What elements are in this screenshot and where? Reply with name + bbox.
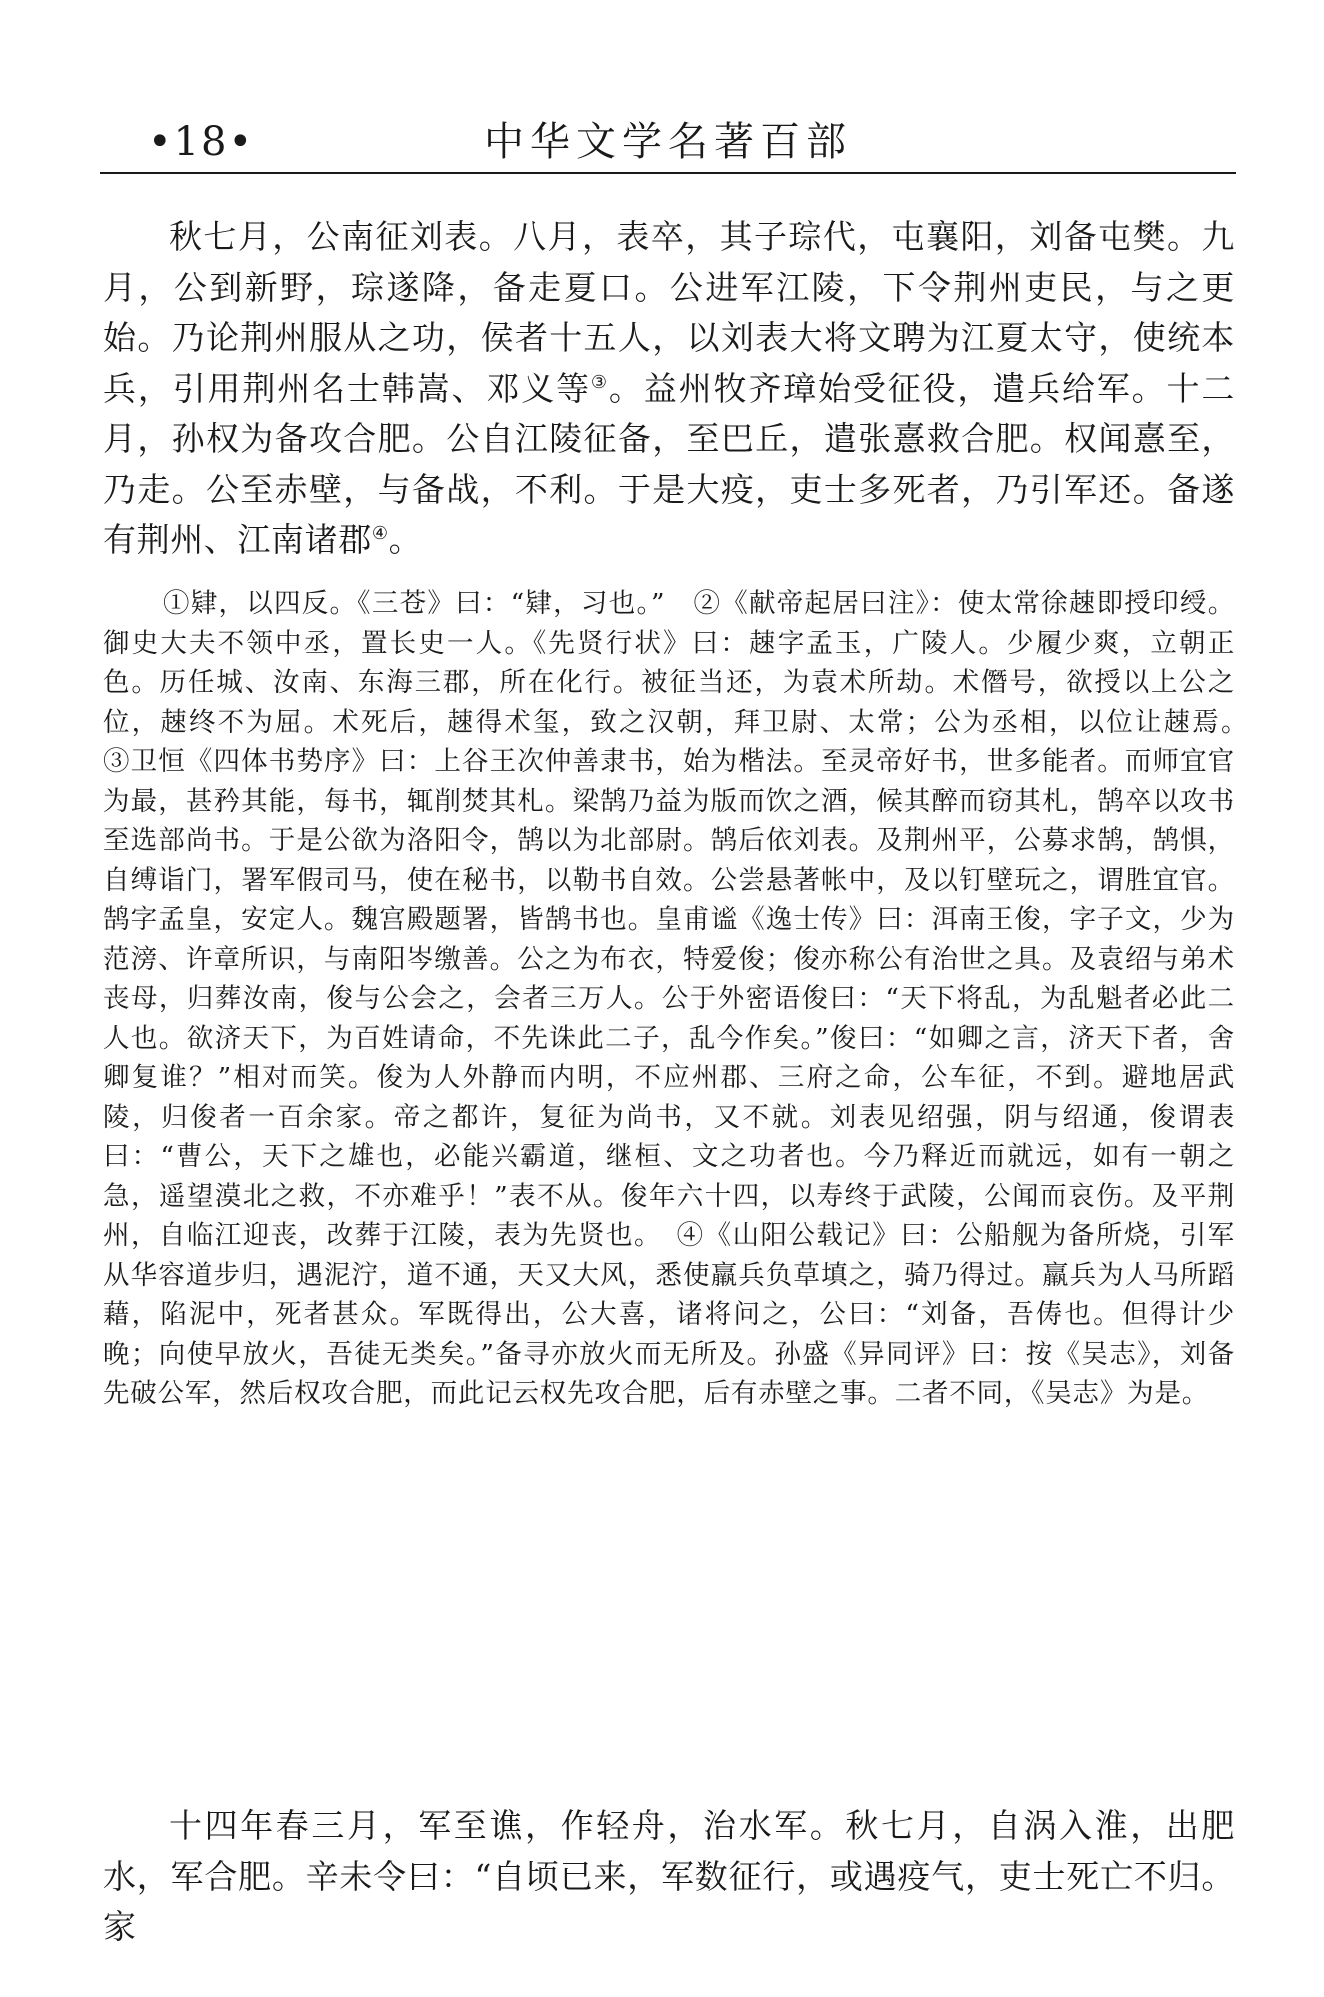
header-rule bbox=[100, 172, 1236, 174]
main-paragraph-part-2: 。益州牧齐璋始受征役，遣兵给军。十二月，孙权为备攻合肥。公自江陵征备，至巴丘，遣张憙救合肥。权闻憙至，乃走。公至赤壁，与备战，不利。于是大疫，吏士多死者，乃引军还。备遂有荆州、江南诸郡 bbox=[103, 368, 1235, 559]
continuation-paragraph: 十四年春三月，军至谯，作轻舟，治水军。秋七月，自涡入淮，出肥水，军合肥。辛未令曰：“自顷已来，军数征行，或遇疫气，吏士死亡不归。家 bbox=[103, 1806, 1235, 1946]
running-title: 中华文学名著百部 bbox=[484, 119, 852, 165]
page-header bbox=[100, 110, 1236, 174]
main-paragraph bbox=[103, 212, 1235, 566]
page-number: •18• bbox=[148, 119, 255, 165]
footnote-marker-4: ④ bbox=[371, 523, 389, 544]
main-paragraph-part-1: 秋七月，公南征刘表。八月，表卒，其子琮代，屯襄阳，刘备屯樊。九月，公到新野，琮遂降，备走夏口。公进军江陵，下令荆州吏民，与之更始。乃论荆州服从之功，侯者十五人，以刘表大将文聘为江夏太守，使统本兵，引用荆州名士韩嵩、邓义等 bbox=[103, 217, 1235, 408]
footnote-marker-3: ③ bbox=[590, 371, 609, 393]
annotation-notes: ①肄，以四反。《三苍》曰：“肄，习也。” ②《献帝起居曰注》：使太常徐趚即授印绶。御史大夫不领中丞，置长史一人。《先贤行状》曰：趚字孟玉，广陵人。少履少爽，立朝正色。历任城、汝南、东海三郡，所在化行。被征当还，为袁术所劫。术僭号，欲授以上公之位，趚终不为屈。术死后，趚得术玺，致之汉朝，拜卫尉、太常；公为丞相，以位让趚焉。 ③卫恒《四体书势序》曰：上谷王次仲善隶书，始为楷法。至灵帝好书，世多能者。而师宜官为最，甚矜其能，每书，辄削焚其札。梁鹄乃益为版而饮之酒，候其醉而窃其札，鹄卒以攻书至选部尚书。于是公欲为洛阳令，鹄以为北部尉。鹄后依刘表。及荆州平，公募求鹄，鹄惧，自缚诣门，署军假司马，使在秘书，以勒书自效。公尝悬著帐中，及以钉壁玩之，谓胜宜官。鹄字孟皇，安定人。魏宫殿题署，皆鹄书也。皇甫谧《逸士传》曰：洱南王俊，字子文，少为范滂、许章所识，与南阳岑缴善。公之为布衣，特爱俊；俊亦称公有治世之具。及袁绍与弟术丧母，归葬汝南，俊与公会之，会者三万人。公于外密语俊曰：“天下将乱，为乱魁者必此二人也。欲济天下，为百姓请命，不先诛此二子，乱今作矣。”俊曰：“如卿之言，济天下者，舍卿复谁？”相对而笑。俊为人外静而内明，不应州郡、三府之命，公车征，不到。避地居武陵，归俊者一百余家。帝之都许，复征为尚书，又不就。刘表见绍强，阴与绍通，俊谓表曰：“曹公，天下之雄也，必能兴霸道，继桓、文之功者也。今乃释近而就远，如有一朝之急，遥望漠北之救，不亦难乎！”表不从。俊年六十四，以寿终于武陵，公闻而哀伤。及平荆州，自临江迎丧，改葬于江陵，表为先贤也。 ④《山阳公载记》曰：公船舰为备所烧，引军从华容道步归，遇泥泞，道不通，天又大风，悉使羸兵负草填之，骑乃得过。羸兵为人马所蹈藉，陷泥中，死者甚众。军既得出，公大喜，诸将问之，公曰：“刘备，吾俦也。但得计少晚；向使早放火，吾徒无类矣。”备寻亦放火而无所及。孙盛《异同评》曰：按《吴志》，刘备先破公军，然后权攻合肥，而此记云权先攻合肥，后有赤壁之事。二者不同，《吴志》为是。 bbox=[103, 588, 1263, 1409]
main-paragraph-part-3: 。 bbox=[388, 520, 423, 559]
